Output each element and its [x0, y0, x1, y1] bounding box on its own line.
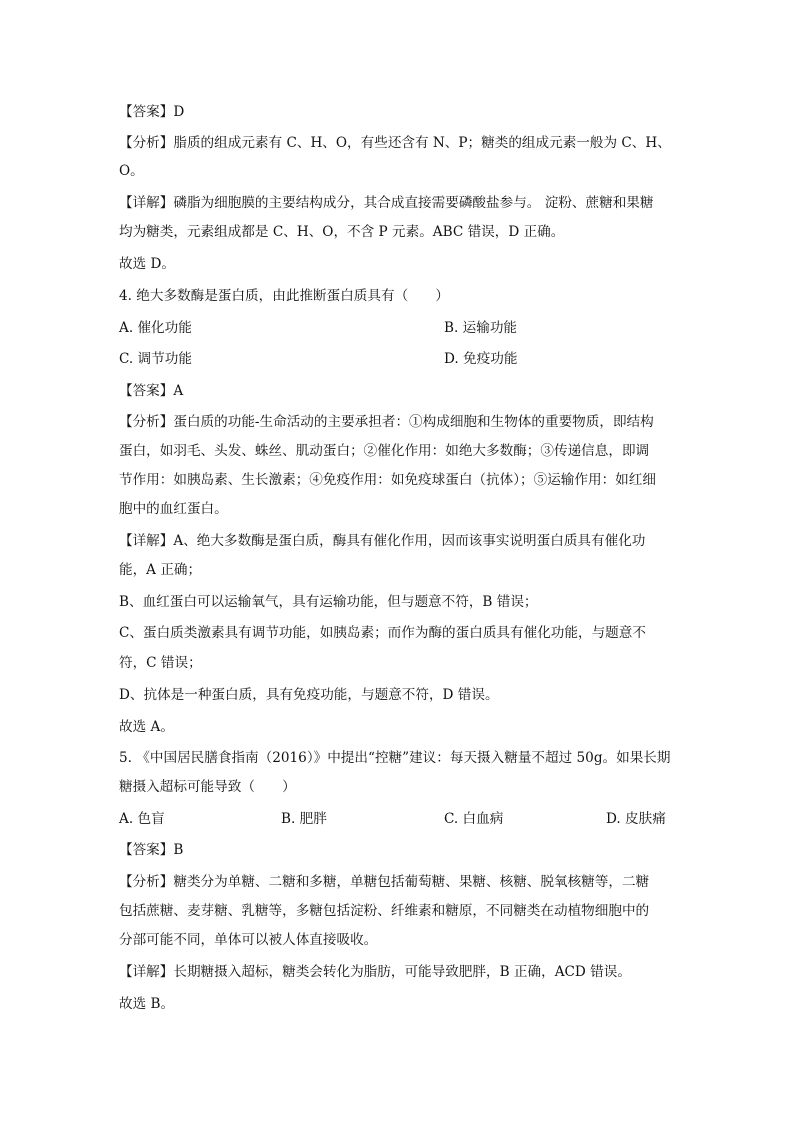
q5-conclusion: 故选 B。 [119, 996, 175, 1012]
q4-option-b: B. 运输功能 [444, 320, 518, 336]
q5-analysis-line-3: 分部可能不同，单体可以被人体直接吸收。 [119, 932, 378, 948]
q4-analysis-line-2: 蛋白，如羽毛、头发、蛛丝、肌动蛋白；②催化作用：如绝大多数酶；③传递信息，即调 [119, 443, 650, 459]
q3-analysis-line-2: O。 [119, 163, 144, 179]
q4-option-d: D. 免疫功能 [444, 351, 518, 367]
q5-stem-line-2: 糖摄入超标可能导致（ ） [119, 779, 296, 795]
q4-option-c: C. 调节功能 [119, 351, 192, 367]
q3-detail-line-2: 均为糖类，元素组成都是 C、H、O，不含 P 元素。ABC 错误，D 正确。 [119, 224, 565, 240]
q4-detail-line-3: B、血红蛋白可以运输氧气，具有运输功能，但与题意不符，B 错误； [119, 594, 538, 610]
q4-detail-line-1: 【详解】A、绝大多数酶是蛋白质，酶具有催化作用，因而该事实说明蛋白质具有催化功 [119, 533, 646, 549]
q5-analysis-line-1: 【分析】糖类分为单糖、二糖和多糖，单糖包括葡萄糖、果糖、核糖、脱氧核糖等，二糖 [119, 874, 650, 890]
q3-answer: 【答案】D [119, 104, 185, 120]
q3-analysis-line-1: 【分析】脂质的组成元素有 C、H、O，有些还含有 N、P；糖类的组成元素一般为 C、H、 [119, 135, 671, 151]
q5-option-a: A. 色盲 [119, 811, 165, 827]
q5-stem-line-1: 5. 《中国居民膳食指南（2016）》中提出“控糖”建议：每天摄入糖量不超过 50g。如果长期 [119, 750, 671, 766]
q5-analysis-line-2: 包括蔗糖、麦芽糖、乳糖等，多糖包括淀粉、纤维素和糖原，不同糖类在动植物细胞中的 [119, 903, 650, 919]
q4-detail-line-6: D、抗体是一种蛋白质，具有免疫功能，与题意不符，D 错误。 [119, 687, 499, 703]
q4-stem: 4. 绝大多数酶是蛋白质，由此推断蛋白质具有（ ） [119, 288, 449, 304]
q4-analysis-line-4: 胞中的血红蛋白。 [119, 501, 228, 517]
q4-analysis-line-3: 节作用：如胰岛素、生长激素；④免疫作用：如免疫球蛋白（抗体）；⑤运输作用：如红细 [119, 472, 656, 488]
q5-option-c: C. 白血病 [444, 811, 504, 827]
q5-option-d: D. 皮肤痛 [606, 811, 666, 827]
q4-detail-line-4: C、蛋白质类激素具有调节功能，如胰岛素；而作为酶的蛋白质具有催化功能，与题意不 [119, 625, 646, 641]
q3-detail-line-1: 【详解】磷脂为细胞膜的主要结构成分，其合成直接需要磷酸盐参与。 淀粉、蔗糖和果糖 [119, 195, 654, 211]
q4-detail-line-5: 符，C 错误； [119, 655, 202, 671]
q4-option-a: A. 催化功能 [119, 320, 192, 336]
q4-analysis-line-1: 【分析】蛋白质的功能-生命活动的主要承担者：①构成细胞和生物体的重要物质，即结构 [119, 414, 654, 430]
q3-conclusion: 故选 D。 [119, 256, 176, 272]
q4-detail-line-2: 能，A 正确； [119, 562, 202, 578]
q5-answer: 【答案】B [119, 842, 184, 858]
q5-option-b: B. 肥胖 [281, 811, 327, 827]
q4-answer: 【答案】A [119, 383, 184, 399]
q4-conclusion: 故选 A。 [119, 719, 174, 735]
q5-detail: 【详解】长期糖摄入超标，糖类会转化为脂肪，可能导致肥胖，B 正确，ACD 错误。 [119, 964, 631, 980]
